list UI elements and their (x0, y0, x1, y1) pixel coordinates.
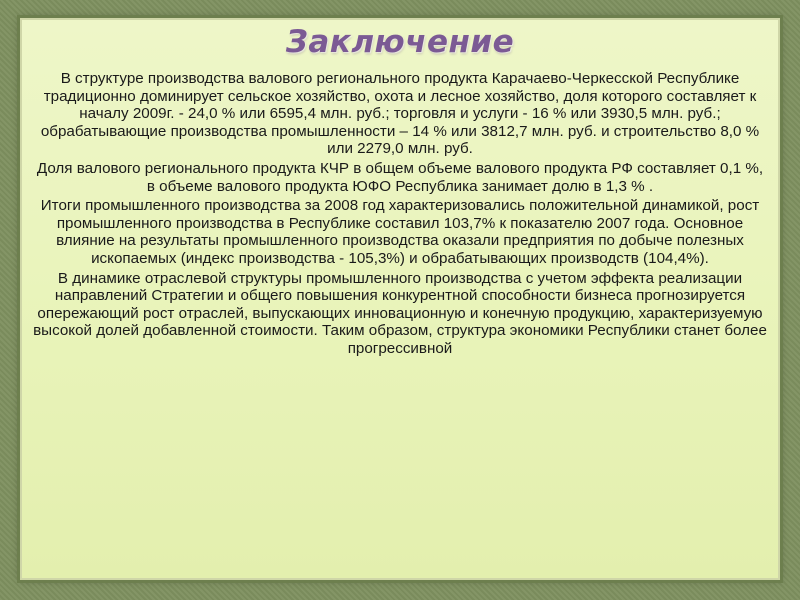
slide-body (32, 70, 768, 360)
slide-title: Заключение (285, 24, 515, 60)
paragraph-3: Итоги промышленного производства за 2008 год характеризовались положительной динамикой, рост промышленного производства в Республике составил 103,7% к показателю 2007 года. Основное влияние на результаты промышленного производства оказали предприятия по добыче полезных ископаемых (индекс производства - 105,3%) и обрабатывающих производств (104,4%). (40, 197, 760, 267)
paragraph-4: В динамике отраслевой структуры промышленного производства с учетом эффекта реализации направлений Стратегии и общего повышения конкурентной способности бизнеса прогнозируется опережающий рост отраслей, выпускающих инновационную и конечную продукцию, характеризуемую высокой долей добавленной стоимости. Таким образом, структура экономики Республики станет более прогрессивной (33, 269, 767, 357)
paragraph-1: В структуре производства валового регионального продукта Карачаево-Черкесской Республике традиционно доминирует сельское хозяйство, охота и лесное хозяйство, доля которого составляет к началу 2009г. - 24,0 % или 6595,4 млн. руб.; торговля и услуги - 16 % или 3930,5 млн. руб.; обрабатывающие производства промышленности – 14 % или 3812,7 млн. руб. и строительство 8,0 % или 2279,0 млн. руб. (40, 70, 760, 158)
paragraph-2: Доля валового регионального продукта КЧР в общем объеме валового продукта РФ составляет 0,1 %, в объеме валового продукта ЮФО Республика занимает долю в 1,3 % . (36, 159, 764, 195)
slide (20, 18, 780, 580)
